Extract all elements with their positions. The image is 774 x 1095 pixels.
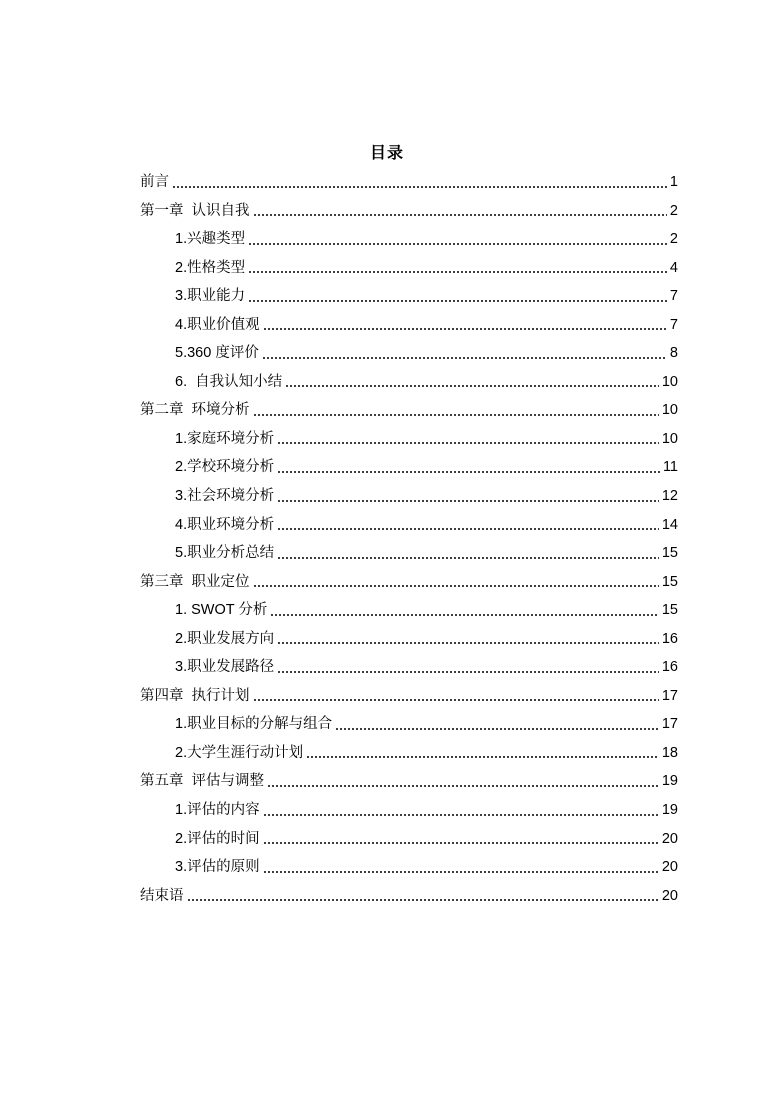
- toc-page-number: 8: [669, 345, 678, 362]
- toc-page-number: 7: [669, 316, 678, 333]
- dot-leader: [263, 870, 659, 874]
- toc-entry-label: 3.社会环境分析: [175, 488, 275, 505]
- toc-page-number: 15: [661, 573, 678, 590]
- toc-page-number: 15: [661, 545, 678, 562]
- dot-leader: [263, 327, 667, 331]
- dot-leader: [187, 898, 659, 902]
- toc-entry-label: 3.职业发展路径: [175, 659, 275, 676]
- toc-page-number: 10: [661, 373, 678, 390]
- toc-page-number: 16: [661, 659, 678, 676]
- toc-section-1-3: [140, 282, 678, 311]
- toc-section-5-1: [140, 796, 678, 825]
- toc-entry-label: 1.职业目标的分解与组合: [175, 716, 333, 733]
- toc-section-1-1: [140, 225, 678, 254]
- toc-page-number: 2: [669, 231, 678, 248]
- toc-section-2-2: [140, 453, 678, 482]
- toc-chapter-4: [140, 682, 678, 711]
- toc-entry-label: 4.职业价值观: [175, 316, 260, 333]
- toc-section-1-4: [140, 311, 678, 340]
- toc-chapter-5: [140, 767, 678, 796]
- toc-entry-label: 第三章 职业定位: [140, 573, 250, 590]
- toc-page-number: 7: [669, 288, 678, 305]
- toc-section-3-3: [140, 653, 678, 682]
- dot-leader: [277, 556, 659, 560]
- dot-leader: [172, 185, 667, 189]
- toc-entry-label: 2.学校环境分析: [175, 459, 275, 476]
- table-of-contents: [140, 168, 678, 910]
- toc-entry-label: 第一章 认识自我: [140, 202, 250, 219]
- dot-leader: [253, 698, 659, 702]
- dot-leader: [253, 213, 667, 217]
- toc-entry-label: 3.职业能力: [175, 288, 246, 305]
- toc-page-number: 20: [661, 887, 678, 904]
- toc-section-2-3: [140, 482, 678, 511]
- toc-page-number: 15: [661, 602, 678, 619]
- toc-page-number: 11: [662, 459, 678, 476]
- toc-entry-label: 2.性格类型: [175, 259, 246, 276]
- toc-chapter-2: [140, 396, 678, 425]
- toc-page-number: 17: [661, 716, 678, 733]
- dot-leader: [277, 527, 659, 531]
- toc-entry-label: 第四章 执行计划: [140, 687, 250, 704]
- dot-leader: [253, 584, 659, 588]
- toc-entry-conclusion: [140, 882, 678, 911]
- toc-page-number: 14: [661, 516, 678, 533]
- toc-page-number: 4: [669, 259, 678, 276]
- toc-page-number: 16: [661, 630, 678, 647]
- toc-page-number: 20: [661, 859, 678, 876]
- dot-leader: [306, 755, 659, 759]
- toc-page-number: 19: [661, 802, 678, 819]
- toc-section-1-6: [140, 368, 678, 397]
- toc-section-4-2: [140, 739, 678, 768]
- toc-entry-label: 5.职业分析总结: [175, 545, 275, 562]
- toc-page-number: 20: [661, 830, 678, 847]
- toc-section-2-1: [140, 425, 678, 454]
- dot-leader: [248, 270, 667, 274]
- toc-section-3-2: [140, 625, 678, 654]
- toc-chapter-3: [140, 568, 678, 597]
- dot-leader: [285, 384, 659, 388]
- toc-title: 目录: [369, 145, 404, 162]
- toc-page-number: 10: [661, 402, 678, 419]
- toc-entry-label: 2.大学生涯行动计划: [175, 744, 304, 761]
- dot-leader: [277, 470, 660, 474]
- toc-page-number: 18: [661, 744, 678, 761]
- toc-entry-label: 第二章 环境分析: [140, 402, 250, 419]
- dot-leader: [277, 670, 659, 674]
- dot-leader: [248, 242, 667, 246]
- dot-leader: [262, 356, 667, 360]
- toc-entry-label: 第五章 评估与调整: [140, 773, 265, 790]
- toc-section-3-1: [140, 596, 678, 625]
- toc-entry-label: 3.评估的原则: [175, 859, 260, 876]
- toc-section-4-1: [140, 710, 678, 739]
- toc-section-2-4: [140, 511, 678, 540]
- toc-section-2-5: [140, 539, 678, 568]
- toc-entry-label: 1.评估的内容: [175, 802, 260, 819]
- toc-entry-label: 1. SWOT 分析: [175, 602, 268, 619]
- toc-entry-label: 1.家庭环境分析: [175, 430, 275, 447]
- toc-section-1-5: [140, 339, 678, 368]
- dot-leader: [267, 784, 659, 788]
- toc-entry-label: 前言: [140, 174, 169, 190]
- toc-entry-label: 6. 自我认知小结: [175, 373, 283, 390]
- toc-chapter-1: [140, 197, 678, 226]
- toc-page-number: 12: [661, 488, 678, 505]
- toc-section-1-2: [140, 254, 678, 283]
- dot-leader: [270, 613, 658, 617]
- toc-section-5-2: [140, 825, 678, 854]
- toc-entry-label: 2.职业发展方向: [175, 630, 275, 647]
- toc-entry-preface: [140, 168, 678, 197]
- dot-leader: [277, 499, 659, 503]
- dot-leader: [335, 727, 659, 731]
- dot-leader: [277, 641, 659, 645]
- dot-leader: [263, 813, 659, 817]
- toc-page-number: 2: [669, 202, 678, 219]
- dot-leader: [263, 841, 659, 845]
- toc-entry-label: 结束语: [140, 887, 184, 904]
- toc-entry-label: 1.兴趣类型: [175, 231, 246, 248]
- dot-leader: [248, 299, 667, 303]
- toc-page-number: 1: [669, 174, 678, 190]
- toc-entry-label: 4.职业环境分析: [175, 516, 275, 533]
- dot-leader: [253, 413, 659, 417]
- toc-page-number: 10: [661, 430, 678, 447]
- toc-entry-label: 5.360 度评价: [175, 345, 259, 362]
- toc-entry-label: 2.评估的时间: [175, 830, 260, 847]
- toc-page-number: 19: [661, 773, 678, 790]
- dot-leader: [277, 441, 659, 445]
- toc-section-5-3: [140, 853, 678, 882]
- toc-page-number: 17: [661, 687, 678, 704]
